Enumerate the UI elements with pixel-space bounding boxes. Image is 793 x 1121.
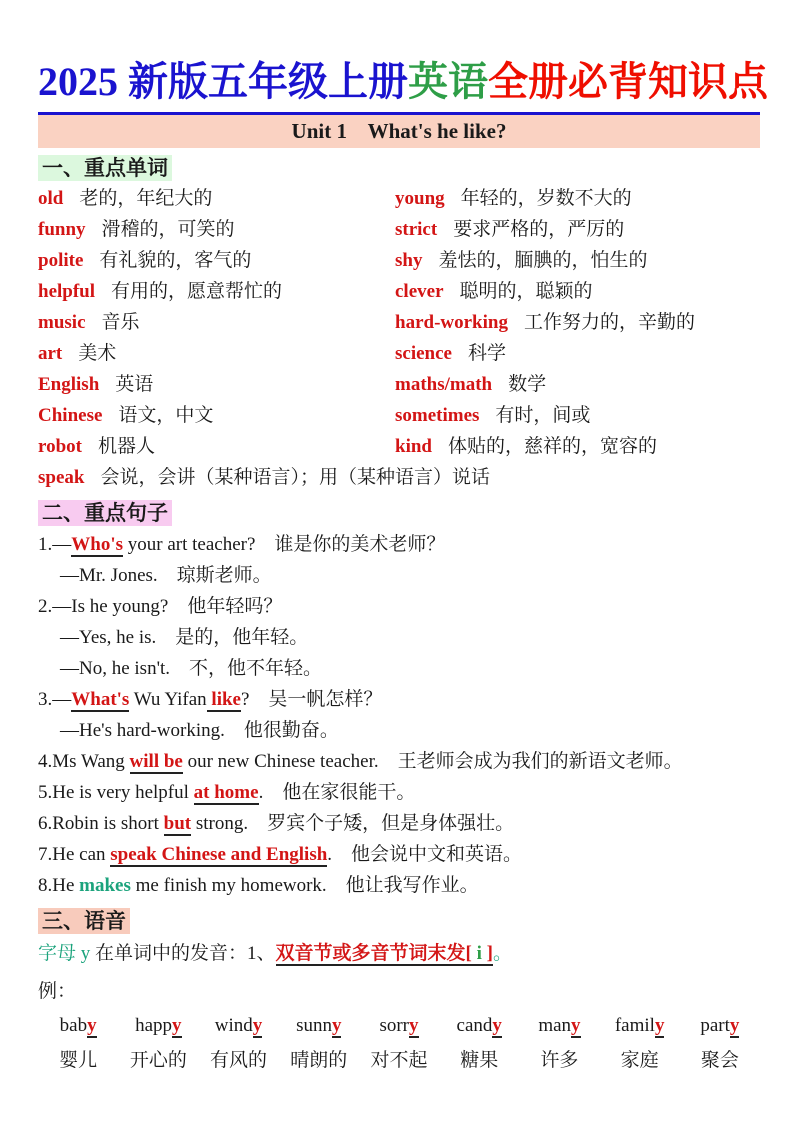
vocab-row xyxy=(38,307,760,338)
example-word-translation: 有风的 xyxy=(210,1050,268,1071)
sentence-line xyxy=(38,808,760,839)
vocab-word: polite xyxy=(38,250,84,271)
sentence-segment-text: —Mr. Jones. 琼斯老师。 xyxy=(60,565,272,586)
sentence-line xyxy=(38,684,760,715)
example-word-stem: sorr xyxy=(379,1015,410,1036)
example-word-y-suffix: y xyxy=(409,1015,419,1036)
example-word-y-suffix: y xyxy=(331,1015,342,1036)
example-word-stem: part xyxy=(700,1015,730,1036)
vocab-definition: 有时，间或 xyxy=(495,405,591,426)
sentence-segment-text: strong. 罗宾个子矮，但是身体强壮。 xyxy=(191,813,515,834)
sentence-segment-text: . 他在家很能干。 xyxy=(258,782,416,803)
sentence-segment-ru: but xyxy=(163,813,192,834)
example-word xyxy=(519,1015,599,1037)
example-word-y-suffix: y xyxy=(571,1015,581,1036)
vocab-definition: 机器人 xyxy=(97,436,155,457)
title-part-green: 英语 xyxy=(408,59,488,104)
vocab-definition: 滑稽的，可笑的 xyxy=(101,219,235,240)
example-word-translation: 许多 xyxy=(540,1050,579,1071)
section-sentences xyxy=(38,493,760,901)
example-word xyxy=(118,1015,198,1037)
sentence-segment-ru: like xyxy=(206,689,241,710)
sentence-line xyxy=(38,560,760,591)
vocab-definition: 工作努力的，辛勤的 xyxy=(523,312,695,333)
section-heading-phonics: 三、语音 xyxy=(38,908,130,934)
vocab-row xyxy=(38,400,760,431)
vocab-word: sometimes xyxy=(395,405,480,426)
example-word xyxy=(600,1015,680,1037)
vocab-entry xyxy=(395,276,760,307)
sentence-segment-ru: at home xyxy=(193,782,259,803)
vocab-list xyxy=(38,183,760,493)
examples-label: 例： xyxy=(38,981,77,1002)
vocab-entry xyxy=(395,307,760,338)
sentence-segment-text: 4.Ms Wang xyxy=(38,751,130,772)
vocab-word: helpful xyxy=(38,281,96,302)
example-word-stem: wind xyxy=(214,1015,253,1036)
vocab-definition: 科学 xyxy=(467,343,506,364)
sentence-list xyxy=(38,529,760,901)
example-word-stem: happ xyxy=(135,1015,173,1036)
vocab-entry xyxy=(395,214,760,245)
vocab-word: art xyxy=(38,343,63,364)
example-word-stem: man xyxy=(538,1015,572,1036)
sentence-line xyxy=(38,529,760,560)
vocab-row xyxy=(38,338,760,369)
sentence-line xyxy=(38,622,760,653)
vocab-entry xyxy=(38,369,395,400)
page-title xyxy=(38,58,768,106)
sentence-segment-text: —No, he isn't. 不，他不年轻。 xyxy=(60,658,323,679)
example-word-y-suffix: y xyxy=(172,1015,182,1036)
example-word-y-suffix: y xyxy=(492,1015,502,1036)
vocab-word: old xyxy=(38,188,64,209)
example-word-translation: 晴朗的 xyxy=(290,1050,348,1071)
vocab-definition: 会说，会讲（某种语言）；用（某种语言）说话 xyxy=(100,467,490,488)
sentence-segment-ru: will be xyxy=(129,751,183,772)
sentence-segment-text: our new Chinese teacher. 王老师会成为我们的新语文老师。 xyxy=(182,751,683,772)
sentence-line xyxy=(38,870,760,901)
vocab-definition: 语文，中文 xyxy=(118,405,214,426)
example-word xyxy=(359,1015,439,1037)
phonics-segment-text: 在单词中的发音：1、 xyxy=(95,943,276,964)
vocab-entry xyxy=(38,431,395,462)
vocab-word: clever xyxy=(395,281,444,302)
vocab-word: kind xyxy=(395,436,432,457)
sentence-segment-text: ? 吴一帆怎样？ xyxy=(240,689,383,710)
phonics-segment-ru: ] xyxy=(486,943,493,964)
example-word-stem: famil xyxy=(614,1015,655,1036)
section-heading-sentences: 二、重点句子 xyxy=(38,500,172,526)
vocab-row xyxy=(38,214,760,245)
vocab-word: science xyxy=(395,343,452,364)
vocab-word: Chinese xyxy=(38,405,103,426)
example-word-translation: 婴儿 xyxy=(59,1050,98,1071)
example-word-translation: 聚会 xyxy=(700,1050,739,1071)
vocab-definition: 英语 xyxy=(115,374,154,395)
sentence-line xyxy=(38,746,760,777)
sentence-segment-text: —Yes, he is. 是的，他年轻。 xyxy=(60,627,309,648)
sentence-segment-text: 5.He is very helpful xyxy=(38,782,194,803)
example-word-y-suffix: y xyxy=(87,1015,97,1036)
sentence-segment-ru: speak Chinese and English xyxy=(110,844,328,865)
vocab-definition: 年轻的，岁数不大的 xyxy=(460,188,632,209)
phonics-segment-t: 字母 y xyxy=(38,943,96,964)
example-word-translation: 对不起 xyxy=(370,1050,428,1071)
vocab-definition: 要求严格的，严厉的 xyxy=(453,219,625,240)
vocab-definition: 音乐 xyxy=(101,312,140,333)
vocab-definition: 聪明的，聪颖的 xyxy=(459,281,593,302)
vocab-word: young xyxy=(395,188,445,209)
vocab-entry xyxy=(395,338,760,369)
example-word-stem: cand xyxy=(456,1015,493,1036)
sentence-segment-text: 7.He can xyxy=(38,844,111,865)
vocab-row xyxy=(38,183,760,214)
sentence-segment-text: me finish my homework. 他让我写作业。 xyxy=(130,875,479,896)
phonics-rule xyxy=(38,938,760,970)
vocab-word: funny xyxy=(38,219,86,240)
vocab-word: hard-working xyxy=(395,312,508,333)
vocab-word: robot xyxy=(38,436,82,457)
vocab-definition: 美术 xyxy=(78,343,117,364)
example-word-translation: 家庭 xyxy=(620,1050,659,1071)
sentence-segment-text: Wu Yifan xyxy=(129,689,207,710)
example-word-stem: bab xyxy=(59,1015,88,1036)
section-words xyxy=(38,148,760,493)
title-part-blue: 2025 新版五年级上册 xyxy=(38,59,408,104)
sentence-line xyxy=(38,653,760,684)
example-words-grid xyxy=(38,1015,760,1072)
phonics-segment-t: 。 xyxy=(492,943,512,964)
sentence-segment-ru: What's xyxy=(71,689,130,710)
example-word xyxy=(680,1015,760,1037)
sentence-line xyxy=(38,777,760,808)
sentence-segment-text: your art teacher? 谁是你的美术老师？ xyxy=(123,534,446,555)
vocab-word: music xyxy=(38,312,86,333)
phonics-segment-gu: i xyxy=(471,943,487,964)
vocab-entry xyxy=(38,462,760,493)
phonics-segment-ru: 双音节或多音节词末发[ xyxy=(275,943,472,964)
section-heading-words: 一、重点单词 xyxy=(38,155,172,181)
vocab-row xyxy=(38,245,760,276)
vocab-entry xyxy=(395,369,760,400)
example-word xyxy=(279,1015,359,1037)
vocab-definition: 羞怯的，腼腆的，怕生的 xyxy=(438,250,648,271)
vocab-entry xyxy=(38,276,395,307)
example-word-translation: 糖果 xyxy=(460,1050,499,1071)
vocab-definition: 有用的，愿意帮忙的 xyxy=(111,281,283,302)
vocab-entry xyxy=(38,307,395,338)
example-word-translation: 开心的 xyxy=(129,1050,187,1071)
vocab-entry xyxy=(38,214,395,245)
sentence-segment-ru: Who's xyxy=(71,534,123,555)
vocab-row xyxy=(38,276,760,307)
vocab-entry xyxy=(395,183,760,214)
example-word xyxy=(439,1015,519,1037)
sentence-line xyxy=(38,591,760,622)
vocab-definition: 老的，年纪大的 xyxy=(79,188,213,209)
vocab-word: shy xyxy=(395,250,423,271)
vocab-entry xyxy=(38,338,395,369)
sentence-segment-text: 6.Robin is short xyxy=(38,813,164,834)
vocab-row-full xyxy=(38,462,760,493)
vocab-row xyxy=(38,369,760,400)
example-word-stem: sunn xyxy=(296,1015,332,1036)
vocab-word: speak xyxy=(38,467,85,488)
unit-banner xyxy=(38,115,760,148)
section-phonics xyxy=(38,901,760,1072)
example-word xyxy=(38,1015,118,1037)
sentence-segment-text: 2.—Is he young? 他年轻吗？ xyxy=(38,596,283,617)
sentence-segment-text: 3.— xyxy=(38,689,72,710)
sentence-line xyxy=(38,839,760,870)
vocab-entry xyxy=(38,400,395,431)
example-word xyxy=(198,1015,278,1037)
vocab-word: English xyxy=(38,374,100,395)
vocab-word: maths/math xyxy=(395,374,493,395)
sentence-segment-text: . 他会说中文和英语。 xyxy=(327,844,523,865)
vocab-definition: 体贴的，慈祥的，宽容的 xyxy=(447,436,657,457)
vocab-entry xyxy=(395,245,760,276)
vocab-entry xyxy=(395,431,760,462)
sentence-line xyxy=(38,715,760,746)
title-part-red: 全册必背知识点 xyxy=(488,59,768,104)
vocab-row xyxy=(38,431,760,462)
vocab-entry xyxy=(395,400,760,431)
sentence-segment-text: 8.He xyxy=(38,875,80,896)
vocab-entry xyxy=(38,245,395,276)
sentence-segment-text: 1.— xyxy=(38,534,72,555)
example-word-y-suffix: y xyxy=(729,1015,740,1036)
example-word-y-suffix: y xyxy=(252,1015,263,1036)
vocab-definition: 数学 xyxy=(508,374,547,395)
sentence-segment-g: makes xyxy=(79,875,131,896)
vocab-definition: 有礼貌的，客气的 xyxy=(99,250,252,271)
vocab-entry xyxy=(38,183,395,214)
sentence-segment-text: —He's hard-working. 他很勤奋。 xyxy=(60,720,339,741)
unit-banner-label: Unit 1 What's he like? xyxy=(291,119,507,143)
example-word-y-suffix: y xyxy=(654,1015,665,1036)
vocab-word: strict xyxy=(395,219,438,240)
